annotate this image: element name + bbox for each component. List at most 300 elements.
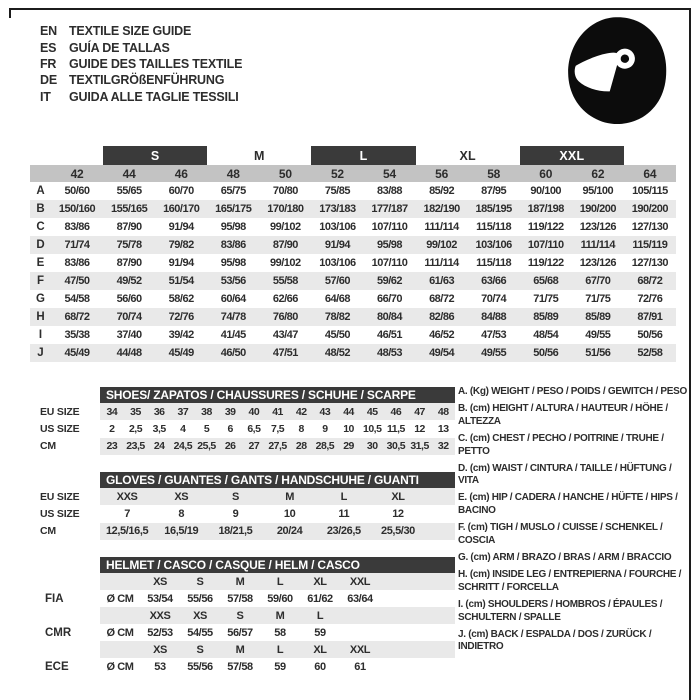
measurement-cell: 55/58 <box>272 275 298 287</box>
helmet-size-label: L <box>276 643 284 656</box>
gloves-value-cell: 9 <box>232 507 239 520</box>
gloves-value-cell: 16,5/19 <box>164 525 199 538</box>
measurement-cell: 150/160 <box>58 203 96 215</box>
measurement-cell: 71/75 <box>585 293 611 305</box>
shoes-value-cell: 24 <box>153 440 165 453</box>
legend-item-G: G. (cm) ARM / BRAZO / BRAS / ARM / BRACCIO <box>458 551 672 563</box>
measurement-cell: 48/53 <box>376 347 403 359</box>
helmet-sizes-cells <box>100 641 455 658</box>
shoes-value-cell: 28,5 <box>315 440 335 453</box>
measurement-cell: 105/115 <box>632 185 668 197</box>
shoes-value-cell: 36 <box>153 405 165 418</box>
helmet-size-label: XL <box>313 575 327 588</box>
legend-item-J: J. (cm) BACK / ESPALDA / DOS / ZURÜCK / INDIETRO <box>458 628 652 653</box>
gloves-area-pad <box>425 523 455 540</box>
measurement-cell: 160/170 <box>163 203 200 215</box>
measurement-cell: 83/86 <box>64 257 90 269</box>
helmet-size-label <box>340 607 380 624</box>
helmet-size-label: S <box>196 643 204 656</box>
helmet-size-label: XS <box>153 575 167 588</box>
size-number: 50 <box>278 166 292 181</box>
measurement-cell: 74/78 <box>220 311 246 323</box>
measurement-cell: 103/106 <box>475 239 512 251</box>
measurement-cell: 64/68 <box>324 293 350 305</box>
size-group-none <box>51 146 103 165</box>
shoes-value-cell: 37 <box>177 405 189 418</box>
language-title: GUIDA ALLE TAGLIE TESSILI <box>69 89 239 104</box>
measurement-cell: 165/175 <box>215 203 252 215</box>
measurement-cell: 182/190 <box>423 203 460 215</box>
helmet-row-filler <box>380 590 455 607</box>
gloves-area-pad <box>425 505 455 522</box>
helmet-size-label: S <box>196 575 204 588</box>
shoes-value-cell: 10,5 <box>363 422 382 435</box>
language-code: FR <box>40 56 57 71</box>
size-number: 46 <box>174 166 188 181</box>
gloves-value-cell: 8 <box>178 507 185 520</box>
helmet-standard-label: CMR <box>45 626 72 639</box>
measurement-cell: 45/49 <box>64 347 90 359</box>
helmet-section-title: HELMET / CASCO / CASQUE / HELM / CASCO <box>100 557 455 573</box>
size-group-XL: XL <box>459 148 476 163</box>
measurement-cell: 45/49 <box>168 347 194 359</box>
size-number: 60 <box>539 166 553 181</box>
measurement-cell: 95/100 <box>582 185 614 197</box>
gloves-value-cell: L <box>340 490 347 503</box>
measurement-cell: 65/68 <box>533 275 559 287</box>
helmet-label-spacer <box>40 641 100 658</box>
measurement-cell: 95/98 <box>220 221 246 233</box>
measurement-cell: 37/40 <box>116 329 142 341</box>
size-number: 44 <box>122 166 136 181</box>
shoes-value-cell: 5 <box>203 422 210 435</box>
measurement-cell: 103/106 <box>319 221 356 233</box>
measurement-cell: 123/126 <box>579 221 616 233</box>
row-label: B <box>36 203 45 215</box>
textile-size-table <box>30 146 676 362</box>
measurement-cell: 43/47 <box>272 329 298 341</box>
textile-row-H <box>30 308 676 326</box>
gloves-value-cell: XXS <box>116 490 138 503</box>
measurement-cell: 87/95 <box>481 185 507 197</box>
measurement-cell: 35/38 <box>64 329 90 341</box>
gloves-value-cell: 25,5/30 <box>380 525 415 538</box>
measurement-cell: 91/94 <box>168 221 194 233</box>
language-title: GUIDE DES TAILLES TEXTILE <box>69 56 243 71</box>
helmet-unit-label: Ø CM <box>106 660 134 673</box>
measurement-cell: 49/54 <box>429 347 455 359</box>
measurement-cell: 119/122 <box>527 257 564 269</box>
textile-row-A <box>30 182 676 200</box>
shoes-value-cell: 6,5 <box>247 422 261 435</box>
shoes-value-cell: 29 <box>343 440 354 453</box>
measurement-cell: 57/60 <box>324 275 350 287</box>
helmet-value-cell <box>340 624 380 641</box>
measurement-cell: 70/80 <box>272 185 298 197</box>
measurement-cell: 46/50 <box>220 347 246 359</box>
helmet-value-cell: 57/58 <box>227 592 253 605</box>
size-number: 62 <box>591 166 605 181</box>
shoes-value-cell: 32 <box>437 440 449 453</box>
row-label: C <box>36 221 45 233</box>
gloves-row-1 <box>40 505 455 522</box>
helmet-values-cells <box>100 624 455 641</box>
size-row-spacer <box>30 165 51 182</box>
language-code: DE <box>40 73 57 88</box>
measurement-cell: 51/54 <box>168 275 194 287</box>
shoes-value-cell: 35 <box>130 405 141 418</box>
legend-item-B: B. (cm) HEIGHT / ALTURA / HAUTEUR / HÖHE / ALTEZZA <box>458 402 668 427</box>
measurement-cell: 44/48 <box>116 347 142 359</box>
textile-row-B <box>30 200 676 218</box>
helmet-value-cell: 55/56 <box>187 660 213 673</box>
measurement-cell: 47/50 <box>64 275 90 287</box>
measurement-cell: 68/72 <box>64 311 90 323</box>
shoes-value-cell: 27,5 <box>268 440 287 453</box>
shoes-value-cell: 27 <box>248 440 260 453</box>
row-label: H <box>36 311 45 323</box>
measurement-cell: 47/51 <box>272 347 298 359</box>
shoes-value-cell: 42 <box>295 405 307 418</box>
gloves-value-cell: M <box>285 490 294 503</box>
size-group-S: S <box>103 146 207 165</box>
legend-item-D: D. (cm) WAIST / CINTURA / TAILLE / HÜFTUNG / VITA <box>458 462 672 487</box>
helmet-size-label: S <box>236 609 244 622</box>
helmet-sizes-row-CMR <box>40 607 455 624</box>
measurement-cell: 52/58 <box>637 347 663 359</box>
measurement-cell: 155/165 <box>110 203 148 215</box>
row-label: F <box>36 275 45 287</box>
measurement-cell: 85/89 <box>585 311 611 323</box>
gloves-area-pad <box>425 488 455 505</box>
gloves-row-label: US SIZE <box>40 507 80 520</box>
full-face-helmet-glyph <box>556 14 684 128</box>
legend-item-F: F. (cm) TIGH / MUSLO / CUISSE / SCHENKEL / COSCIA <box>458 522 663 547</box>
helmet-size-label: M <box>235 643 245 656</box>
gloves-rows <box>40 488 455 540</box>
shoes-value-cell: 41 <box>272 405 283 418</box>
textile-row-D <box>30 236 676 254</box>
helmet-standard-label: ECE <box>45 660 69 673</box>
shoes-value-cell: 40 <box>248 405 260 418</box>
textile-row-C <box>30 218 676 236</box>
measurement-cell: 99/102 <box>270 257 301 269</box>
shoes-value-cell: 23,5 <box>126 440 145 453</box>
shoes-row-2 <box>40 438 455 455</box>
shoes-rows <box>40 403 455 455</box>
size-number: 52 <box>330 166 344 181</box>
textile-measurement-rows <box>30 182 676 362</box>
measurement-cell: 46/52 <box>429 329 455 341</box>
measurement-cell: 51/56 <box>585 347 611 359</box>
shoes-size-table <box>40 387 455 455</box>
language-title: TEXTILE SIZE GUIDE <box>69 24 192 39</box>
gloves-value-cell: XL <box>391 490 405 503</box>
language-row <box>40 56 242 72</box>
measurement-cell: 84/88 <box>481 311 507 323</box>
gloves-section-title: GLOVES / GUANTES / GANTS / HANDSCHUHE / GUANTI <box>100 472 455 488</box>
shoes-section-title: SHOES/ ZAPATOS / CHAUSSURES / SCHUHE / SCARPE <box>100 387 455 403</box>
frame-border-top <box>9 8 691 10</box>
language-title-list <box>40 23 242 105</box>
measurement-legend <box>458 386 687 658</box>
gloves-row-cells <box>100 523 455 540</box>
gloves-size-table <box>40 472 455 540</box>
gloves-value-cell: 10 <box>283 507 296 520</box>
helmet-size-label: M <box>235 575 245 588</box>
row-label: A <box>36 185 45 197</box>
gloves-value-cell: 12,5/16,5 <box>105 525 149 538</box>
helmet-values-row-CMR <box>40 624 455 641</box>
helmet-label-spacer <box>40 573 100 590</box>
gloves-value-cell: 20/24 <box>276 525 303 538</box>
helmet-unit-label: Ø CM <box>106 626 134 639</box>
helmet-value-cell: 53/54 <box>147 592 173 605</box>
measurement-cell: 111/114 <box>424 257 459 269</box>
shoes-value-cell: 43 <box>319 405 331 418</box>
helmet-value-cell: 52/53 <box>147 626 173 639</box>
size-number: 42 <box>70 166 84 181</box>
shoes-value-cell: 44 <box>343 405 354 418</box>
measurement-cell: 48/52 <box>324 347 350 359</box>
shoes-value-cell: 2 <box>109 422 115 435</box>
helmet-sizes-row-ECE <box>40 641 455 658</box>
gloves-value-cell: 23/26,5 <box>326 525 361 538</box>
measurement-cell: 49/55 <box>585 329 611 341</box>
measurement-cell: 55/65 <box>116 185 142 197</box>
measurement-cell: 83/88 <box>376 185 403 197</box>
shoes-value-cell: 4 <box>180 422 186 435</box>
helmet-value-cell: 54/55 <box>187 626 213 639</box>
gloves-row-label: CM <box>40 525 56 538</box>
helmet-label-spacer <box>40 607 100 624</box>
helmet-value-cell: 59/60 <box>267 592 293 605</box>
shoes-value-cell: 31,5 <box>410 440 429 453</box>
shoes-value-cell: 39 <box>224 405 236 418</box>
language-title: TEXTILGRÖßENFÜHRUNG <box>69 73 225 88</box>
language-title: GUÍA DE TALLAS <box>69 40 170 55</box>
measurement-cell: 65/75 <box>220 185 246 197</box>
language-row <box>40 23 242 39</box>
measurement-cell: 49/55 <box>481 347 507 359</box>
measurement-cell: 62/66 <box>272 293 298 305</box>
measurement-cell: 67/70 <box>585 275 611 287</box>
measurement-cell: 53/56 <box>220 275 246 287</box>
measurement-cell: 107/110 <box>371 221 408 233</box>
measurement-cell: 83/86 <box>64 221 90 233</box>
helmet-size-label: XXL <box>349 643 371 656</box>
textile-row-G <box>30 290 676 308</box>
shoes-value-cell: 3,5 <box>152 422 166 435</box>
helmet-values-row-ECE <box>40 658 455 675</box>
measurement-cell: 66/70 <box>376 293 403 305</box>
legend-item-H: H. (cm) INSIDE LEG / ENTREPIERNA / FOURCHE / SCHRITT / FORCELLA <box>458 568 682 593</box>
measurement-cell: 170/180 <box>267 203 304 215</box>
measurement-cell: 68/72 <box>637 275 663 287</box>
helmet-value-cell: 60 <box>314 660 326 673</box>
measurement-cell: 173/183 <box>319 203 356 215</box>
measurement-cell: 127/130 <box>631 257 669 269</box>
measurement-cell: 50/56 <box>637 329 663 341</box>
frame-border-right <box>689 8 691 700</box>
measurement-cell: 45/50 <box>324 329 350 341</box>
gloves-row-2 <box>40 523 455 540</box>
textile-row-I <box>30 326 676 344</box>
measurement-cell: 87/90 <box>116 257 142 269</box>
shoes-row-label: CM <box>40 440 56 453</box>
measurement-cell: 190/200 <box>631 203 669 215</box>
size-group-M: M <box>254 148 265 163</box>
measurement-cell: 115/118 <box>476 221 512 233</box>
gloves-row-label: EU SIZE <box>40 490 80 503</box>
helmet-size-label: XXL <box>349 575 371 588</box>
measurement-cell: 50/56 <box>533 347 559 359</box>
measurement-cell: 39/42 <box>168 329 194 341</box>
helmet-value-cell: 57/58 <box>227 660 253 673</box>
measurement-cell: 95/98 <box>376 239 403 251</box>
helmet-size-table <box>40 557 455 675</box>
shoes-value-cell: 30 <box>366 440 378 453</box>
measurement-cell: 75/78 <box>116 239 142 251</box>
shoes-value-cell: 24,5 <box>173 440 193 453</box>
language-code: IT <box>40 89 51 104</box>
size-number: 48 <box>226 166 240 181</box>
shoes-value-cell: 23 <box>106 440 118 453</box>
measurement-cell: 80/84 <box>376 311 403 323</box>
helmet-size-label: XL <box>313 643 327 656</box>
helmet-unit-spacer <box>100 641 140 658</box>
measurement-cell: 111/114 <box>424 221 459 233</box>
shoes-row-0 <box>40 403 455 420</box>
shoes-value-cell: 7,5 <box>270 422 285 435</box>
size-number: 58 <box>487 166 501 181</box>
gloves-row-cells <box>100 505 455 522</box>
measurement-cell: 127/130 <box>631 221 669 233</box>
measurement-cell: 61/63 <box>429 275 455 287</box>
measurement-cell: 115/118 <box>476 257 512 269</box>
helmet-icon <box>556 14 684 128</box>
textile-row-F <box>30 272 676 290</box>
helmet-size-label: L <box>276 575 284 588</box>
measurement-cell: 99/102 <box>270 221 301 233</box>
gloves-value-cell: 18/21,5 <box>218 525 253 538</box>
language-row <box>40 39 242 55</box>
shoes-value-cell: 34 <box>106 405 118 418</box>
measurement-cell: 47/53 <box>481 329 507 341</box>
measurement-cell: 71/74 <box>64 239 90 251</box>
measurement-cell: 60/70 <box>168 185 194 197</box>
language-code: ES <box>40 40 57 55</box>
shoes-value-cell: 28 <box>295 440 307 453</box>
helmet-unit-spacer <box>100 607 140 624</box>
gloves-value-cell: 12 <box>392 507 404 520</box>
row-label: J <box>37 347 44 359</box>
helmet-size-label: XS <box>153 643 167 656</box>
shoes-value-cell: 46 <box>390 405 402 418</box>
measurement-cell: 119/122 <box>527 221 564 233</box>
helmet-value-cell: 58 <box>274 626 286 639</box>
helmet-value-cell: 61/62 <box>307 592 333 605</box>
size-group-header-row <box>30 146 676 165</box>
frame-border-left-stub <box>9 8 11 18</box>
helmet-row-filler <box>380 641 455 658</box>
legend-item-I: I. (cm) SHOULDERS / HOMBROS / ÉPAULES / SCHULTERN / SPALLE <box>458 598 663 623</box>
helmet-row-filler <box>380 658 455 675</box>
helmet-sizes-row-FIA <box>40 573 455 590</box>
gloves-row-cells <box>100 488 455 505</box>
shoes-value-cell: 12 <box>414 422 425 435</box>
legend-item-A: A. (Kg) WEIGHT / PESO / POIDS / GEWITCH / PESO <box>458 386 687 397</box>
shoes-value-cell: 9 <box>322 422 328 435</box>
measurement-cell: 46/51 <box>376 329 403 341</box>
measurement-cell: 68/72 <box>429 293 455 305</box>
helmet-size-label: M <box>275 609 285 622</box>
measurement-cell: 70/74 <box>116 311 142 323</box>
measurement-cell: 111/114 <box>580 239 616 251</box>
helmet-values-row-FIA <box>40 590 455 607</box>
size-group-L: L <box>311 146 415 165</box>
measurement-cell: 99/102 <box>426 239 457 251</box>
measurement-cell: 41/45 <box>220 329 246 341</box>
helmet-value-cell: 61 <box>354 660 366 673</box>
shoes-row-label: US SIZE <box>40 422 80 435</box>
measurement-cell: 49/52 <box>116 275 142 287</box>
helmet-value-cell: 59 <box>274 660 286 673</box>
row-label: E <box>36 257 45 269</box>
size-group-none <box>624 146 676 165</box>
shoes-value-cell: 10 <box>343 422 354 435</box>
size-number: 64 <box>643 166 657 181</box>
helmet-values-cells <box>100 590 455 607</box>
measurement-cell: 63/66 <box>481 275 507 287</box>
size-number: 54 <box>383 166 396 181</box>
helmet-value-cell: 56/57 <box>227 626 253 639</box>
shoes-row-1 <box>40 420 455 437</box>
measurement-cell: 48/54 <box>533 329 559 341</box>
language-code: EN <box>40 24 57 39</box>
measurement-cell: 90/100 <box>530 185 562 197</box>
gloves-row-0 <box>40 488 455 505</box>
helmet-unit-label: Ø CM <box>106 592 134 605</box>
helmet-size-label: XXS <box>149 609 171 622</box>
helmet-rows <box>40 573 455 675</box>
measurement-cell: 75/85 <box>324 185 350 197</box>
shoes-value-cell: 47 <box>414 405 425 418</box>
measurement-cell: 107/110 <box>527 239 564 251</box>
helmet-size-label: XS <box>193 609 207 622</box>
measurement-cell: 91/94 <box>168 257 194 269</box>
shoes-row-label: EU SIZE <box>40 405 80 418</box>
helmet-values-cells <box>100 658 455 675</box>
shoes-row-cells <box>100 438 455 455</box>
row-label: G <box>36 293 45 305</box>
measurement-cell: 107/110 <box>371 257 408 269</box>
measurement-cell: 85/92 <box>429 185 455 197</box>
shoes-value-cell: 2,5 <box>128 422 143 435</box>
helmet-sizes-cells <box>100 573 455 590</box>
measurement-cell: 78/82 <box>324 311 350 323</box>
legend-item-E: E. (cm) HIP / CADERA / HANCHE / HÜFTE / HIPS / BACINO <box>458 492 678 517</box>
helmet-standard-label: FIA <box>45 592 64 605</box>
measurement-cell: 60/64 <box>220 293 246 305</box>
measurement-cell: 58/62 <box>168 293 194 305</box>
size-number: 56 <box>435 166 449 181</box>
gloves-value-cell: 7 <box>124 507 130 520</box>
measurement-cell: 190/200 <box>579 203 616 215</box>
shoes-value-cell: 30,5 <box>386 440 406 453</box>
measurement-cell: 76/80 <box>272 311 298 323</box>
measurement-cell: 72/76 <box>637 293 663 305</box>
